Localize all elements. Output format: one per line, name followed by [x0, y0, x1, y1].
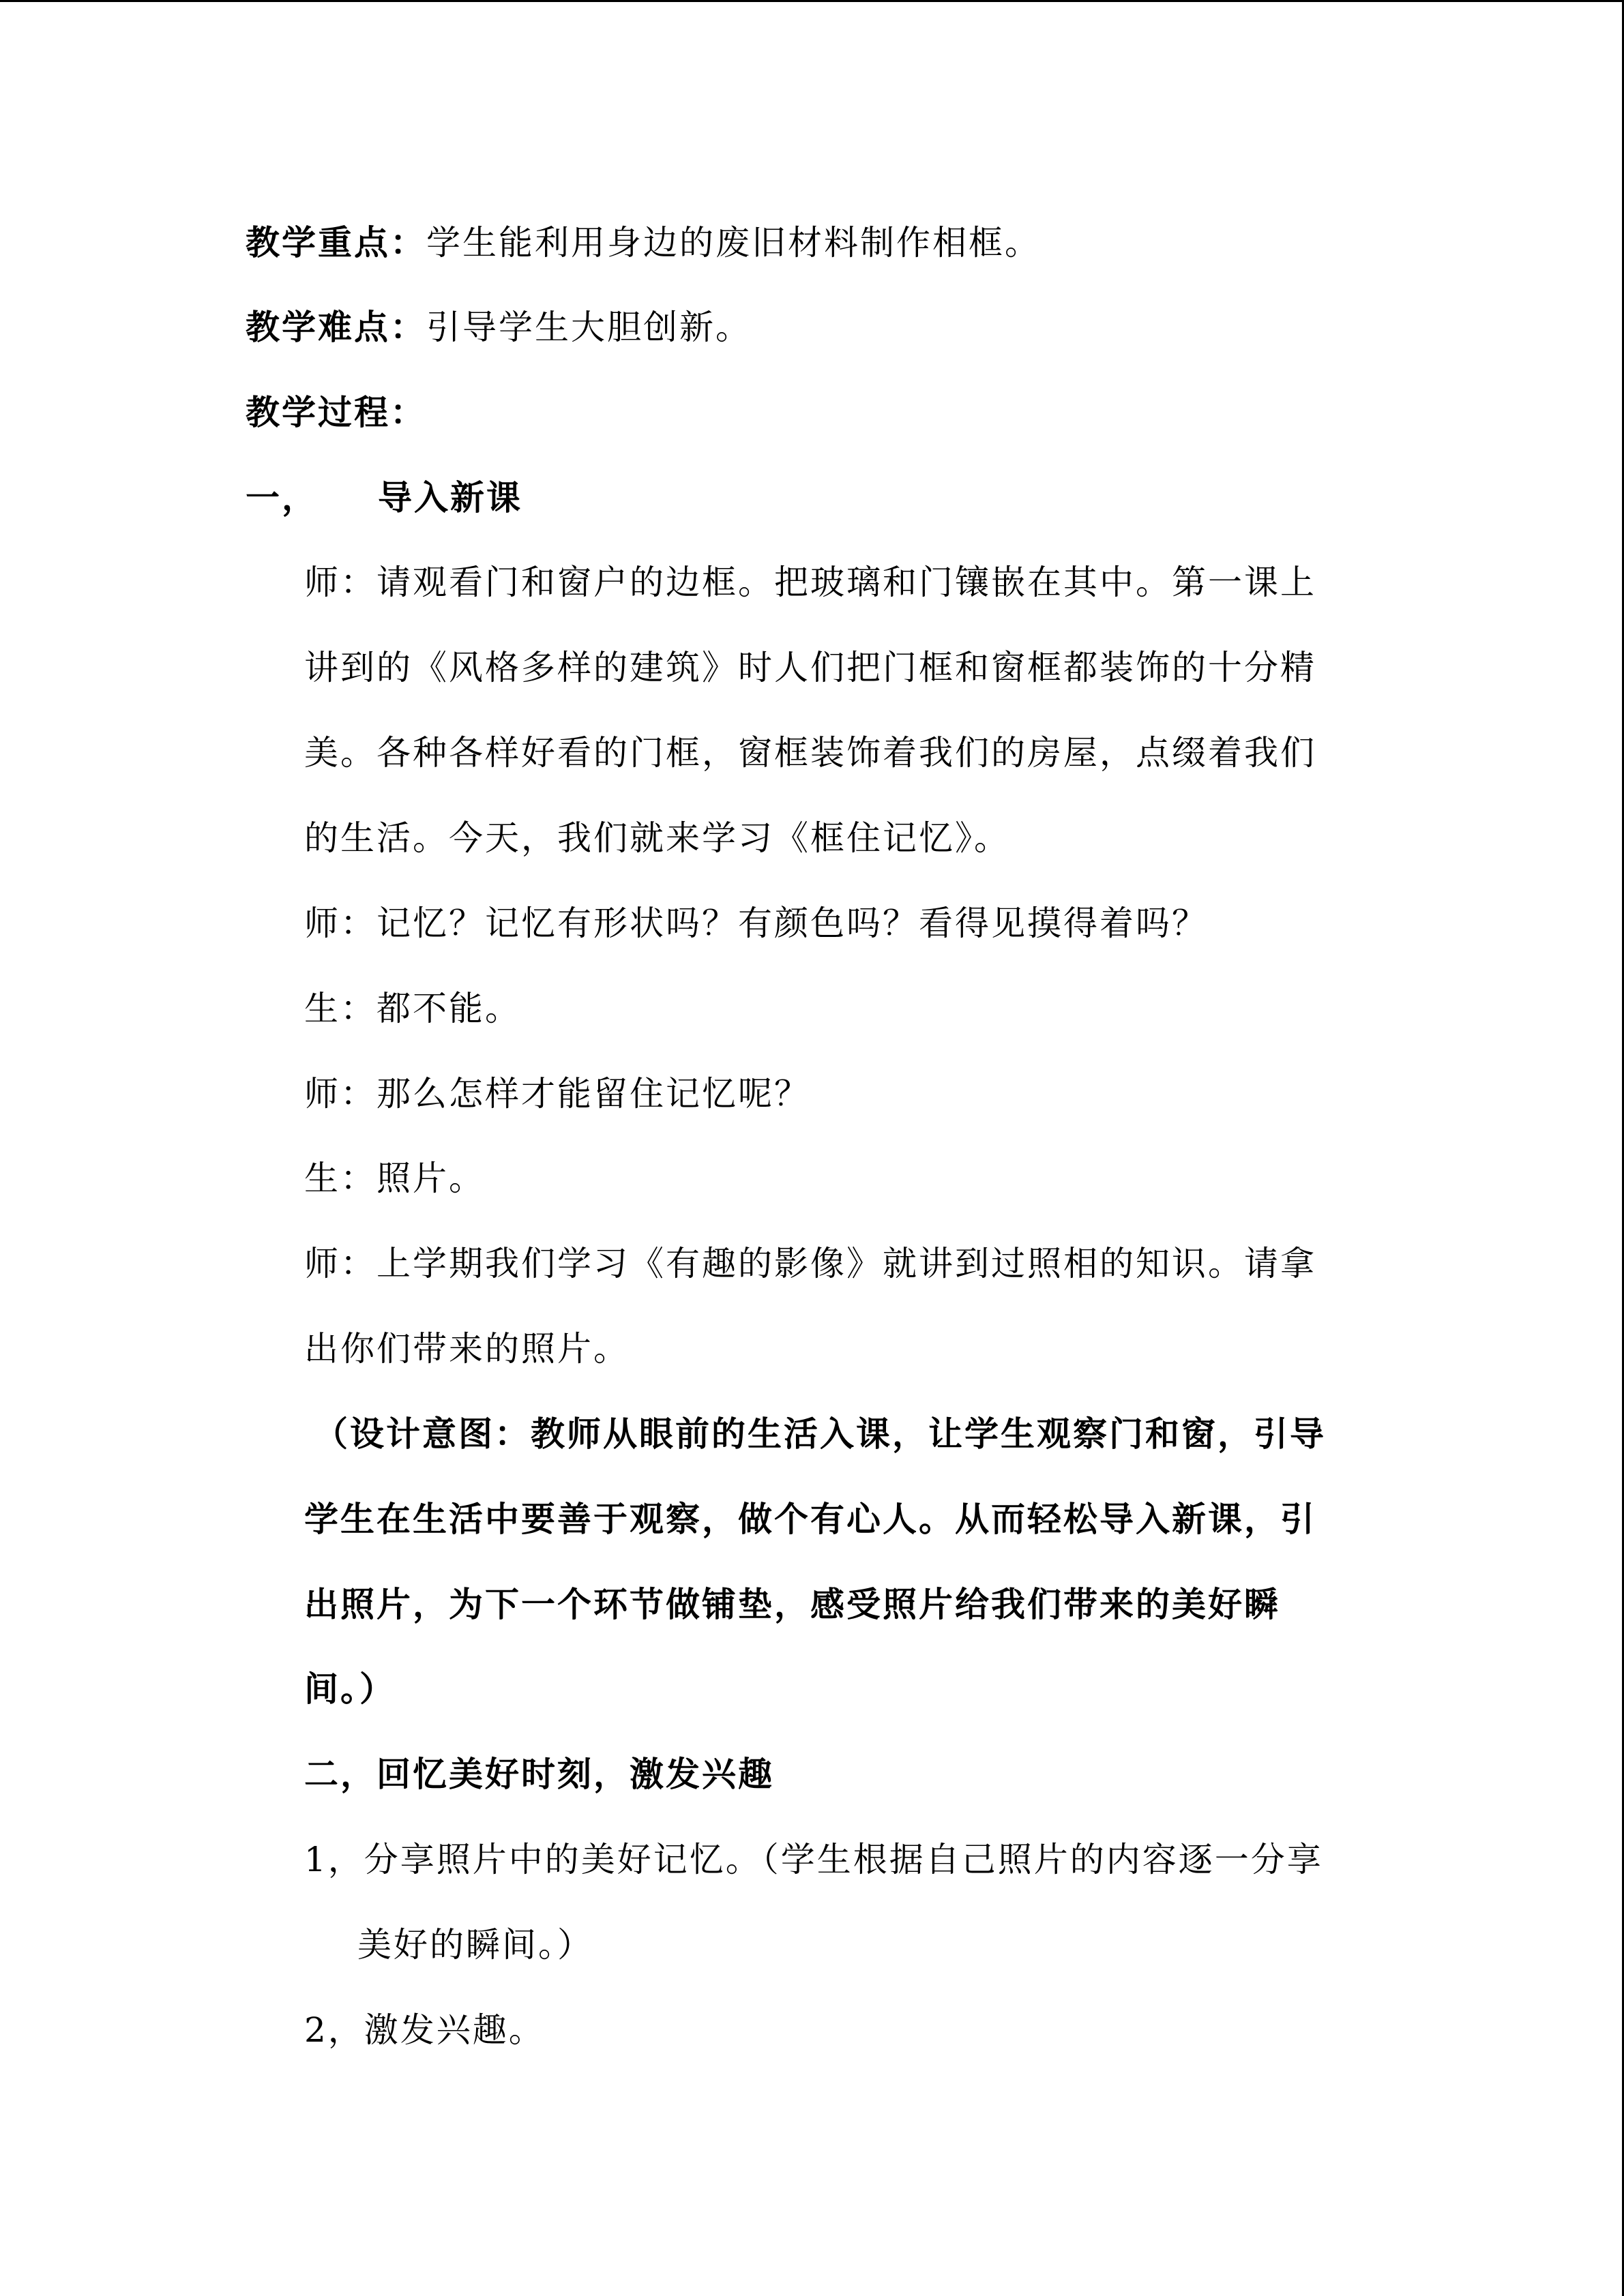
paragraph-line: 的生活。今天，我们就来学习《框住记忆》。 [304, 818, 1010, 858]
list-item: 2，激发兴趣。 [304, 2010, 545, 2050]
design-intent-line: 出照片，为下一个环节做铺垫，感受照片给我们带来的美好瞬 [304, 1584, 1280, 1624]
design-intent-line: （设计意图：教师从眼前的生活入课，让学生观察门和窗，引导 [314, 1414, 1326, 1454]
paragraph-line: 讲到的《风格多样的建筑》时人们把门框和窗框都装饰的十分精 [304, 648, 1316, 687]
design-intent-line: 学生在生活中要善于观察，做个有心人。从而轻松导入新课，引 [304, 1499, 1316, 1539]
key-point-text: 学生能利用身边的废旧材料制作相框。 [426, 223, 1041, 263]
paragraph-line: 生：都不能。 [304, 989, 521, 1028]
list-item: 1，分享照片中的美好记忆。（学生根据自己照片的内容逐一分享 [304, 1840, 1323, 1879]
difficult-point-text: 引导学生大胆创新。 [426, 308, 752, 347]
paragraph-line: 美。各种各样好看的门框，窗框装饰着我们的房屋，点缀着我们 [304, 733, 1316, 773]
paragraph-line: 师：请观看门和窗户的边框。把玻璃和门镶嵌在其中。第一课上 [304, 563, 1316, 602]
paragraph-line: 师：记忆？记忆有形状吗？有颜色吗？看得见摸得着吗？ [304, 904, 1208, 943]
section1-heading [246, 477, 522, 518]
difficult-point-line [246, 307, 752, 348]
list-item-continuation: 美好的瞬间。） [357, 1925, 593, 1965]
process-heading: 教学过程： [246, 392, 426, 432]
section1-number: 一， [246, 477, 318, 518]
paragraph-line: 师：上学期我们学习《有趣的影像》就讲到过照相的知识。请拿 [304, 1244, 1316, 1283]
difficult-point-label: 教学难点： [246, 307, 426, 347]
paragraph-line: 生：照片。 [304, 1159, 485, 1198]
section1-title: 导入新课 [378, 477, 522, 518]
key-point-line [246, 222, 1041, 263]
paragraph-line: 出你们带来的照片。 [304, 1329, 630, 1369]
section2-heading: 二，回忆美好时刻，激发兴趣 [304, 1754, 774, 1794]
key-point-label: 教学重点： [246, 222, 426, 263]
design-intent-line: 间。） [304, 1669, 396, 1709]
page-border-top [0, 0, 1624, 2]
paragraph-line: 师：那么怎样才能留住记忆呢？ [304, 1074, 810, 1114]
